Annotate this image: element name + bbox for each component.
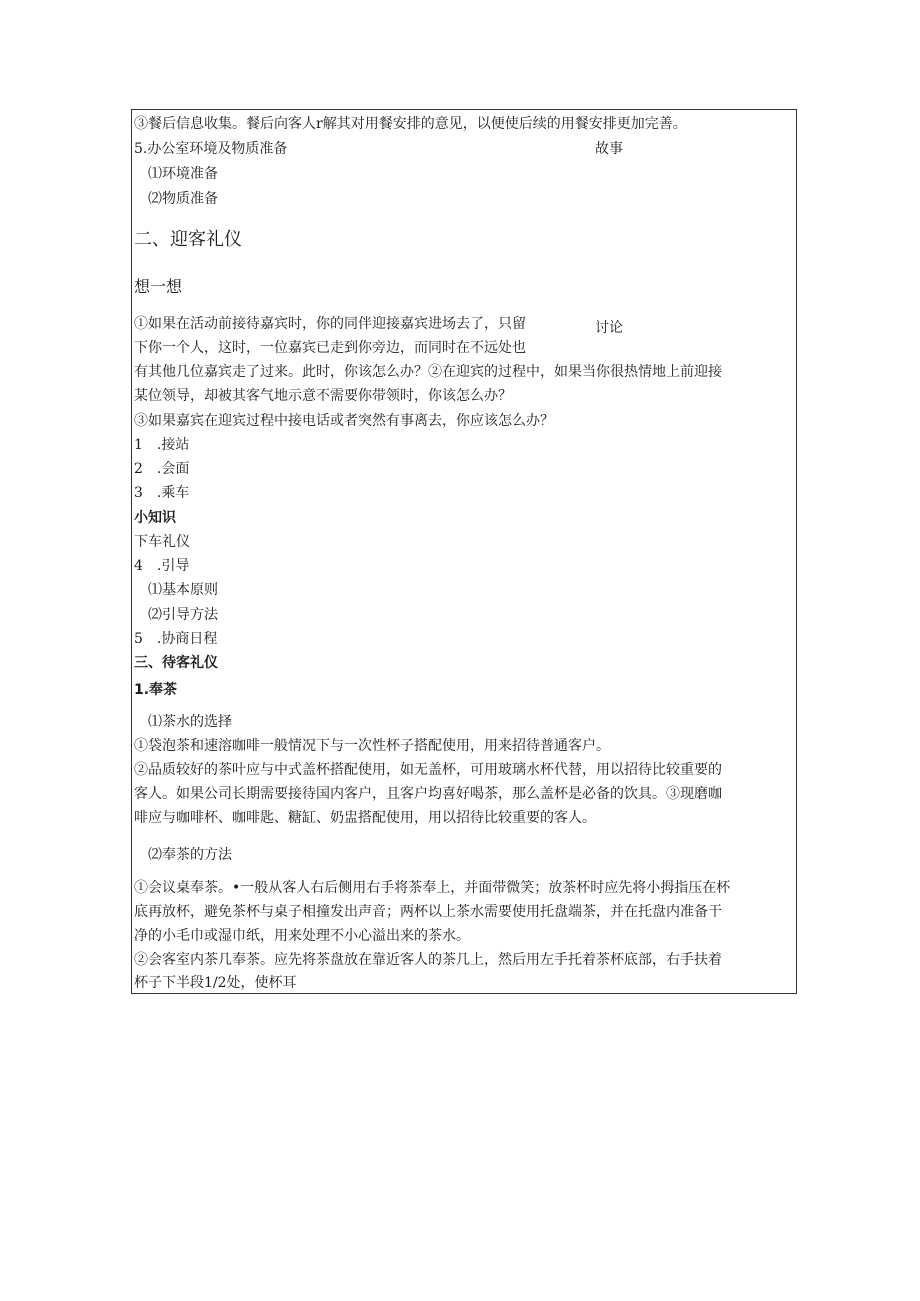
text-line: ②品质较好的茶叶应与中式盖杯搭配使用，如无盖杯，可用玻璃水杯代替，用以招待比较重要的: [134, 762, 722, 778]
text-line: 某位领导，却被其客气地示意不需要你带领时，你该怎么办？: [134, 388, 512, 404]
side-label-discuss: 讨论: [595, 320, 623, 336]
text-line: 下车礼仪: [134, 534, 190, 550]
list-item: 1 .接站: [134, 437, 190, 453]
text-line: ⑴环境准备: [148, 166, 218, 182]
text-line: ①如果在活动前接待嘉宾时，你的同伴迎接嘉宾进场去了，只留: [134, 316, 526, 332]
text-line: ⑵奉茶的方法: [148, 847, 232, 863]
subheading: 1.奉茶: [134, 682, 178, 698]
list-item: 4 .引导: [134, 558, 190, 574]
list-item: ⑴基本原则: [148, 582, 218, 598]
tip-heading: 小知识: [134, 510, 176, 526]
text-line: ③如果嘉宾在迎宾过程中接电话或者突然有事离去，你应该怎么办？: [134, 413, 554, 429]
text-line: ②会客室内茶几奉茶。应先将茶盘放在靠近客人的茶几上，然后用左手托着茶杯底部，右手扶着: [134, 952, 722, 968]
text-line: 净的小毛巾或湿巾纸，用来处理不小心溢出来的茶水。: [134, 928, 470, 944]
text-line: 啡应与咖啡杯、咖啡匙、糖缸、奶盅搭配使用，用以招待比较重要的客人。: [134, 810, 596, 826]
text-line: 客人。如果公司长期需要接待国内客户，且客户均喜好喝茶，那么盖杯是必备的饮具。③现磨咖: [134, 786, 722, 802]
side-label-story: 故事: [595, 141, 623, 157]
text-line: 底再放杯，避免茶杯与桌子相撞发出声音；两杯以上茶水需要使用托盘端茶，并在托盘内准备干: [134, 904, 722, 920]
list-item: 2 .会面: [134, 461, 190, 477]
list-item: 5 .协商日程: [134, 631, 218, 647]
text-line: 杯子下半段1/2处，使杯耳: [134, 975, 297, 991]
subheading: 想一想: [134, 277, 183, 296]
section-heading: 三、待客礼仪: [134, 655, 218, 671]
text-line: ③餐后信息收集。餐后向客人r解其对用餐安排的意见，以便使后续的用餐安排更加完善。: [134, 116, 687, 132]
text-line: 有其他几位嘉宾走了过来。此时，你该怎么办？②在迎宾的过程中，如果当你很热情地上前迎接: [134, 364, 722, 380]
section-heading: 二、迎客礼仪: [134, 229, 242, 250]
text-line: ①袋泡茶和速溶咖啡一般情况下与一次性杯子搭配使用，用来招待普通客户。: [134, 738, 610, 754]
text-line: ⑴茶水的选择: [148, 714, 232, 730]
list-item: ⑵引导方法: [148, 607, 218, 623]
text-line: 下你一个人，这时，一位嘉宾已走到你旁边，而同时在不远处也: [134, 340, 526, 356]
text-line: 5.办公室环境及物质准备: [134, 141, 288, 157]
list-item: 3 .乘车: [134, 485, 190, 501]
text-line: ①会议桌奉茶。•一般从客人右后侧用右手将茶奉上，并面带微笑；放茶杯时应先将小拇指压在杯: [134, 880, 731, 896]
text-line: ⑵物质准备: [148, 191, 218, 207]
